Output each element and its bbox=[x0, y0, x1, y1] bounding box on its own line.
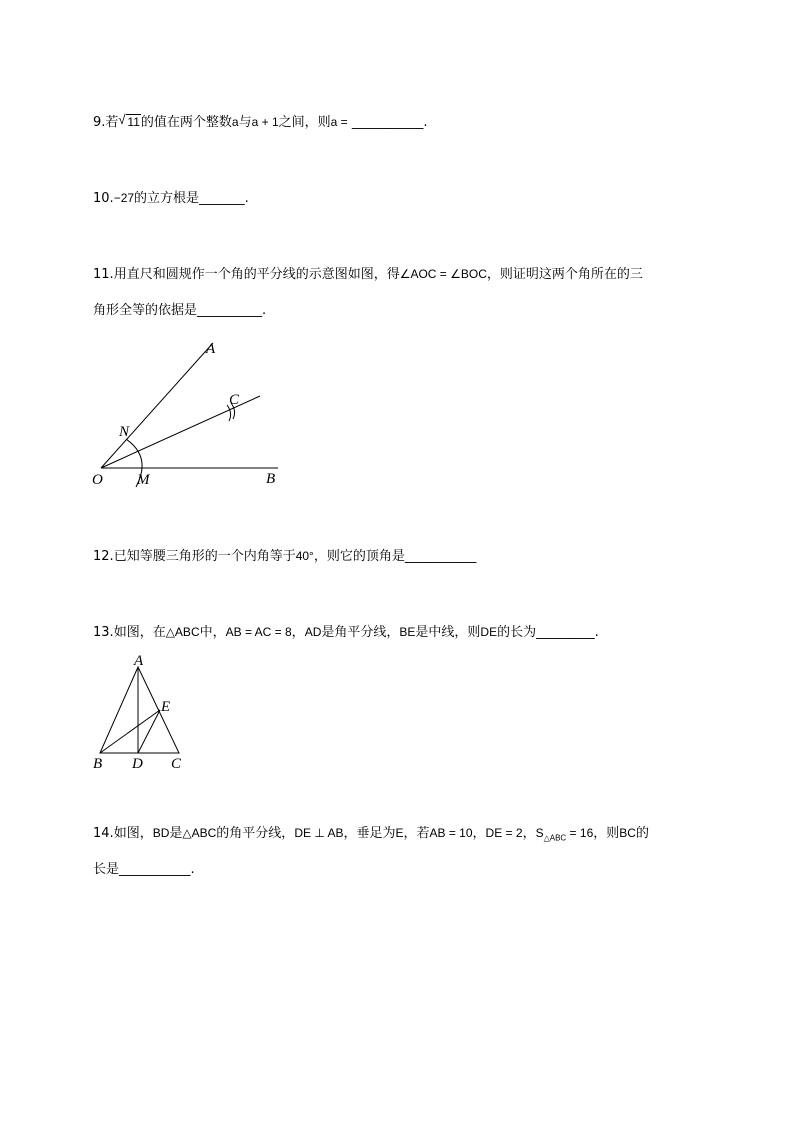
math-expression: DE ⊥ AB bbox=[294, 826, 344, 840]
math-expression: a = bbox=[330, 115, 348, 129]
question-9 bbox=[93, 113, 427, 132]
label-b: B bbox=[93, 756, 103, 772]
math-expression: DE bbox=[480, 625, 498, 639]
square-root: √ 11 bbox=[118, 112, 140, 129]
question-text: ， bbox=[472, 826, 486, 841]
question-number: 13. bbox=[93, 625, 114, 640]
question-text: 长是 bbox=[93, 862, 120, 877]
math-expression: ∠AOC = ∠BOC bbox=[399, 267, 487, 281]
math-expression: AD bbox=[304, 625, 322, 639]
answer-blank[interactable]: ___________ bbox=[404, 549, 477, 564]
math-expression: AB = AC = 8 bbox=[225, 625, 292, 639]
math-expression: a bbox=[231, 115, 239, 129]
question-14 bbox=[93, 824, 649, 847]
label-m: M bbox=[137, 472, 150, 488]
question-text: 中， bbox=[199, 625, 226, 640]
question-number: 11. bbox=[93, 267, 114, 282]
punctuation: . bbox=[244, 191, 249, 206]
label-c: C bbox=[171, 756, 182, 772]
question-text: 角形全等的依据是 bbox=[93, 303, 198, 318]
punctuation: . bbox=[423, 115, 428, 130]
question-text: 之间，则 bbox=[278, 115, 331, 130]
label-a: A bbox=[206, 341, 216, 357]
label-b: B bbox=[266, 471, 276, 487]
question-text: 是角平分线， bbox=[321, 625, 400, 640]
punctuation: . bbox=[262, 303, 267, 318]
math-expression: a + 1 bbox=[251, 115, 279, 129]
question-text: ， bbox=[522, 826, 536, 841]
question-text: 如图， bbox=[113, 826, 153, 841]
area-subscript: △ABC bbox=[543, 833, 567, 843]
punctuation: . bbox=[594, 625, 599, 640]
question-text: 用直尺和圆规作一个角的平分线的示意图如图，得 bbox=[113, 267, 400, 282]
answer-blank[interactable]: _______ bbox=[199, 191, 245, 206]
math-expression: △ABC bbox=[165, 625, 200, 639]
question-text: 如图，在 bbox=[113, 625, 166, 640]
question-text: 的角平分线， bbox=[216, 826, 295, 841]
radicand: 11 bbox=[127, 115, 140, 129]
segment-de bbox=[138, 710, 160, 753]
question-number: 14. bbox=[93, 826, 114, 841]
question-text: 的 bbox=[635, 826, 649, 841]
question-text: ，则证明这两个角所在的三 bbox=[486, 267, 643, 282]
question-text: 与 bbox=[238, 115, 252, 130]
question-11 bbox=[93, 265, 643, 284]
question-text: 的立方根是 bbox=[134, 191, 200, 206]
ray-oa bbox=[101, 343, 213, 468]
area-value: = 16 bbox=[566, 826, 594, 840]
question-13 bbox=[93, 623, 599, 642]
label-n: N bbox=[119, 424, 130, 440]
label-e: E bbox=[161, 699, 171, 715]
question-text: 的长为 bbox=[497, 625, 537, 640]
question-text: ， bbox=[291, 625, 305, 640]
question-text: ，则它的顶角是 bbox=[313, 549, 405, 564]
punctuation: . bbox=[190, 862, 195, 877]
answer-blank[interactable]: ___________ bbox=[351, 115, 424, 130]
question-text: 已知等腰三角形的一个内角等于 bbox=[113, 549, 296, 564]
answer-blank[interactable]: ___________ bbox=[119, 862, 191, 877]
math-expression: −27 bbox=[113, 191, 135, 205]
question-text: ，若 bbox=[403, 826, 430, 841]
math-expression: BC bbox=[619, 826, 636, 840]
angle-bisector-figure bbox=[88, 335, 288, 495]
question-text: 的值在两个整数 bbox=[140, 115, 232, 130]
math-expression: BD bbox=[152, 826, 170, 840]
answer-blank[interactable]: __________ bbox=[197, 303, 263, 318]
label-a: A bbox=[134, 653, 144, 669]
math-expression: 40° bbox=[295, 549, 314, 563]
label-d: D bbox=[132, 756, 143, 772]
question-14-line-2 bbox=[93, 861, 195, 879]
question-11-line-2 bbox=[93, 302, 266, 320]
question-text: 是中线，则 bbox=[415, 625, 481, 640]
label-o: O bbox=[92, 472, 103, 488]
question-text: ，垂足为 bbox=[343, 826, 396, 841]
triangle-figure bbox=[88, 652, 198, 777]
label-c: C bbox=[229, 392, 240, 408]
area-symbol: S bbox=[535, 826, 544, 840]
math-expression: AB = 10 bbox=[429, 826, 473, 840]
question-text: 若 bbox=[105, 115, 119, 130]
question-number: 9. bbox=[93, 115, 106, 130]
math-expression: E bbox=[395, 826, 404, 840]
question-text: ，则 bbox=[593, 826, 620, 841]
math-expression: DE = 2 bbox=[485, 826, 523, 840]
math-expression: BE bbox=[399, 625, 416, 639]
question-number: 10. bbox=[93, 191, 114, 206]
answer-blank[interactable]: _________ bbox=[536, 625, 595, 640]
area-expression bbox=[535, 826, 594, 843]
question-12 bbox=[93, 547, 476, 566]
math-expression: △ABC bbox=[182, 826, 217, 840]
question-10 bbox=[93, 189, 249, 208]
question-text: 是 bbox=[169, 826, 183, 841]
question-number: 12. bbox=[93, 549, 114, 564]
